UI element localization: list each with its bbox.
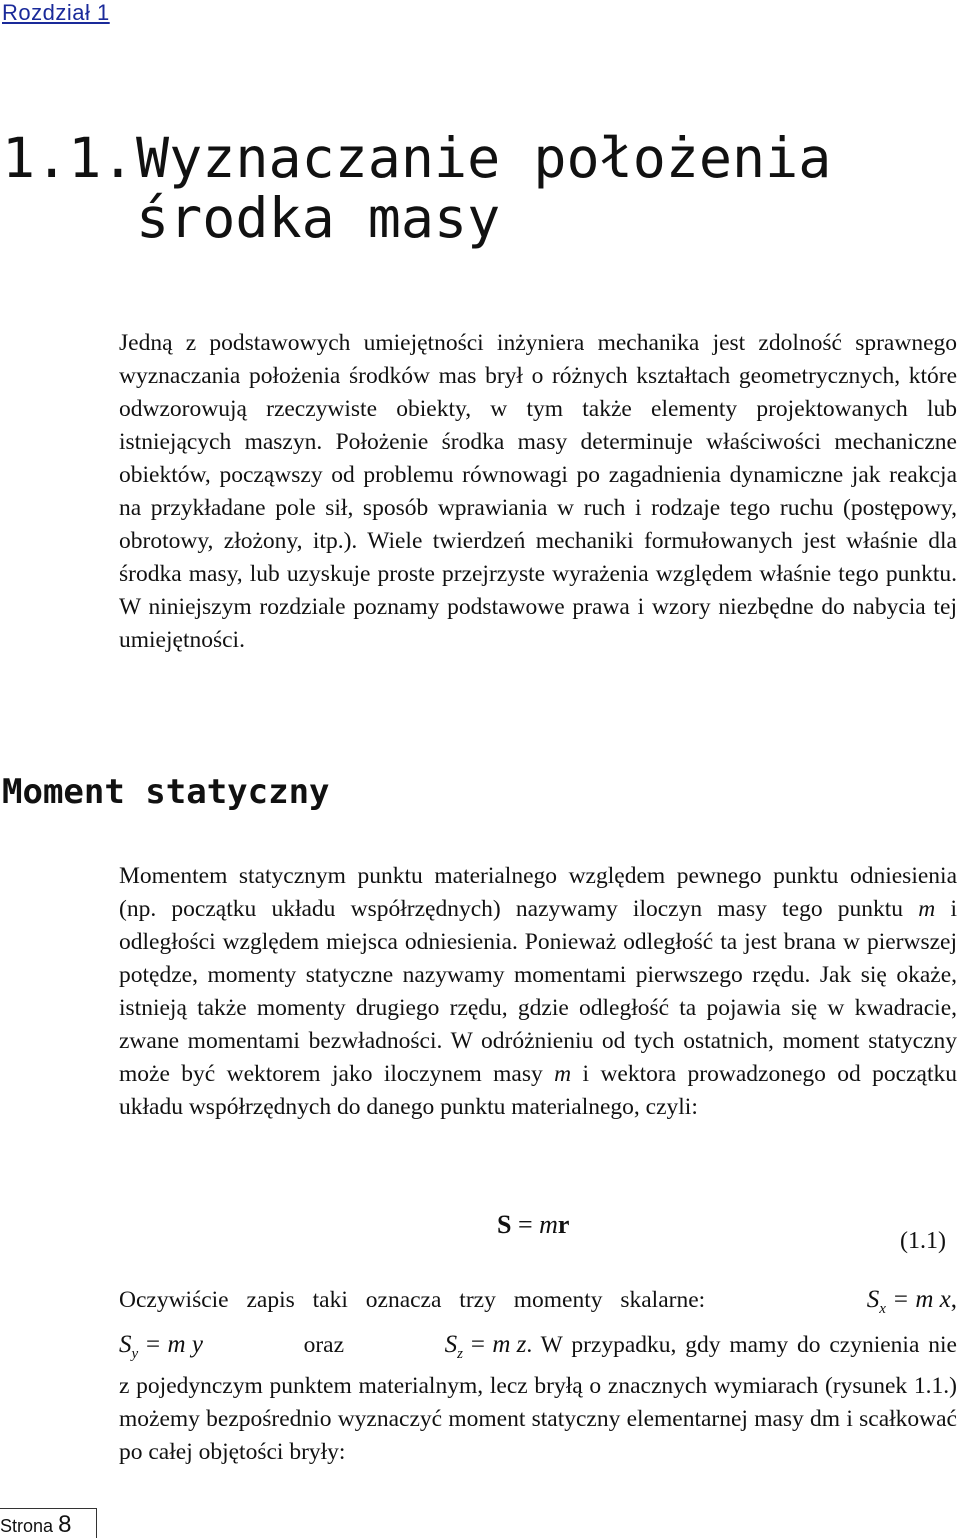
footer-rule [0, 1508, 96, 1509]
mass-symbol: m [554, 1061, 572, 1087]
scalar-moments-line-2 [119, 1328, 957, 1371]
equation-number: (1.1) [900, 1228, 946, 1254]
equation-mass: m [539, 1210, 558, 1239]
equation-vector-r: r [557, 1210, 570, 1239]
intro-paragraph: Jedną z podstawowych umiejętności inżyniera mechanika jest zdolność sprawnego wyznaczania położenia środków mas brył o różnych kształtach geometrycznych, które odwzorowują rzeczywiste obiekty, w tym także elementy projektowanych lub istniejących maszyn. Położenie środka masy determinuje właściwości mechaniczne obiektów, począwszy od problemu równowagi po zagadnienia dynamiczne jak reakcja na przykładane pole sił, sposób wprawiania w ruch i rodzaje tego ruchu (postępowy, obrotowy, złożony, itp.). Wiele twierdzeń mechaniki formułowanych jest właśnie dla środka masy, lub uzyskuje proste przejrzyste wyrażenia względem właśnie tego punktu. W niniejszym rozdziale poznamy podstawowe prawa i wzory niezbędne do nabycia tej umiejętności. [119, 330, 957, 653]
final-paragraph: z pojedynczym punktem materialnym, lecz bryłą o znacznych wymiarach (rysunek 1.1.) możemy bezpośrednio wyznaczyć moment statyczny elementarnej masy dm i scałkować po całej objętości bryły: [119, 1373, 957, 1465]
oraz-text: oraz [303, 1332, 344, 1358]
paragraph-text-b: i odległości względem miejsca odniesienia. Ponieważ odległość ta jest brana w pierwszej potędze, momenty statyczne nazywamy momentami pierwszego rzędu. Jak się okaże, istnieją także momenty drugiego rzędu, gdzie odległość ta pojawia się w kwadracie, zwane momentami bezwładności. W odróżnieniu od tych ostatnich, moment statyczny może być wektorem jako iloczynem masy [119, 896, 958, 1087]
symbol-s: S [444, 1331, 458, 1358]
symbol-s: S [866, 1286, 880, 1313]
footer-vertical-rule [96, 1508, 97, 1538]
comma: , [950, 1286, 957, 1313]
equation-sz-rhs: = m z [462, 1331, 527, 1358]
section-number: 1.1. [2, 126, 135, 190]
subscript-z: z [457, 1346, 463, 1362]
page-footer [0, 1511, 71, 1539]
equation-equals: = [511, 1210, 540, 1239]
section-title [2, 128, 831, 248]
section-title-line2: środka masy [136, 186, 501, 250]
static-moment-paragraph [119, 860, 957, 1124]
paragraph-text-a: Momentem statycznym punktu materialnego względem pewnego punktu odniesienia (np. początku układu współrzędnych) nazywamy iloczyn masy tego punktu [119, 863, 957, 922]
after-equations-text: . W przypadku, gdy mamy do czynienia nie [526, 1332, 957, 1358]
equation-sy [119, 1328, 203, 1371]
chapter-link-text: Rozdział 1 [2, 0, 110, 25]
footer-label: Strona [0, 1516, 54, 1536]
paragraph-text-c: i wektora prowadzonego od początku układu współrzędnych do danego punktu materialnego, czyli: [119, 1061, 958, 1120]
sz-and-tail [445, 1328, 957, 1371]
subheading-static-moment: Moment statyczny [2, 772, 330, 812]
scalar-intro-text: Oczywiście zapis taki oznacza trzy momenty skalarne: [119, 1287, 706, 1313]
page-number: 8 [58, 1511, 72, 1538]
equation-1-1 [497, 1210, 569, 1240]
equation-sx-rhs: = m x [885, 1286, 951, 1313]
chapter-link[interactable] [2, 0, 110, 26]
subscript-y: y [131, 1346, 139, 1362]
equation-sy-rhs: = m y [138, 1331, 203, 1358]
section-title-line1: Wyznaczanie położenia [136, 126, 832, 190]
symbol-s: S [119, 1331, 132, 1358]
equation-lhs: S [497, 1210, 512, 1239]
equation-sx [867, 1283, 957, 1326]
equation-sz [444, 1331, 527, 1362]
scalar-moments-line [119, 1283, 957, 1326]
mass-symbol: m [918, 896, 936, 922]
subscript-x: x [879, 1301, 886, 1317]
